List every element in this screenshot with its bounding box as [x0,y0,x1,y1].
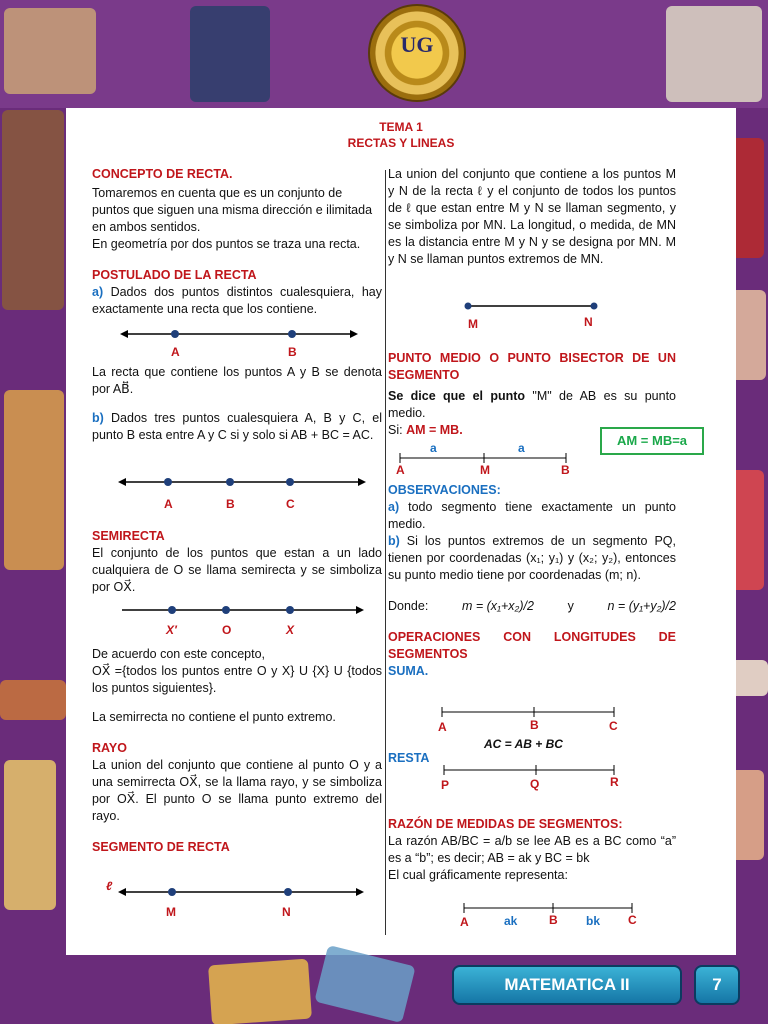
point-x-prime [168,606,176,614]
postulado-b-label: b) [92,411,104,425]
point-label-n: N [282,905,291,919]
point-label-r: R [610,775,619,789]
right-column-3 [388,482,676,680]
point-label-p: P [441,778,450,792]
semirrecta-note: La semirrecta no contiene el punto extremo. [92,710,336,724]
line-diagram-2 [92,470,382,514]
point-label-b: B [530,718,539,732]
books-illustration [0,680,66,720]
si-label: Si: [388,423,403,437]
point-label-b: B [549,913,558,927]
concepto2: De acuerdo con este concepto, [92,647,266,661]
suma-diagram [388,702,676,752]
suma-title: SUMA. [388,664,429,678]
geometry-book-1 [208,959,312,1024]
segment-ak: ak [504,914,518,928]
concepto-title: CONCEPTO DE RECTA. [92,167,233,181]
suma-formula: AC = AB + BC [484,737,563,751]
point-label-b: B [561,463,570,477]
concepto2b: OX⃗ ={todos los puntos entre O y X} U {X} U {todos los puntos siguientes}. [92,664,382,695]
point-label-o: O [222,623,232,637]
obs-b-text: Si los puntos extremos de un segmento PQ, tienen por coordenadas (x₁; y₁) y (x₂; y₂), entonces su punto medio tiene por coordenadas (m; n). [388,534,676,582]
line-diagram-3 [92,598,382,642]
obs-a-label: a) [388,500,400,514]
length-a-1: a [430,441,437,455]
point-label-x-prime: X′ [166,623,177,637]
seal-text: UG [400,32,434,57]
point-label-b: B [288,345,297,359]
right-column-4 [388,816,676,884]
left-column-3 [92,528,382,596]
point-label-m: M [166,905,176,919]
point-label-x: X [286,623,295,637]
semirrecta-body: El conjunto de los puntos que estan a un lado cualquiera de O se llama semirecta y se simboliza por OX⃗. [92,546,382,594]
postulado-a-text: Dados dos puntos distintos cualesquiera, hay exactamente una recta que los contiene. [92,285,382,316]
point-label-q: Q [530,777,540,791]
line-diagram-1 [92,322,382,362]
si-formula: AM = MB. [406,423,463,437]
column-divider [385,170,386,935]
left-column-2 [92,364,382,444]
point-b [226,478,234,486]
point-a [164,478,172,486]
rayo-body: La union del conjunto que contiene al punto O y a una semirrecta OX⃗, se la llama rayo, y se simboliza por OX⃗. El punto O se llama punto extremo del rayo. [92,758,382,823]
resta-title: RESTA [388,751,430,765]
obs-b-label: b) [388,534,400,548]
point-a [171,330,179,338]
point-c [286,478,294,486]
point-x [286,606,294,614]
postulado-b-text: Dados tres puntos cualesquiera A, B y C, el punto B esta entre A y C si y solo si AB + BC = AC. [92,411,382,442]
postulado-title: POSTULADO DE LA RECTA [92,268,257,282]
razon-diagram [388,896,676,932]
scroll-illustration [4,760,56,910]
obs-title: OBSERVACIONES: [388,483,501,497]
side-figure-left-2 [4,390,64,570]
point-label-m: M [468,317,478,331]
point-label-c: C [609,719,618,733]
page-number: 7 [694,965,740,1005]
razon-title: RAZÓN DE MEDIDAS DE SEGMENTOS: [388,817,623,831]
medio-title: PUNTO MEDIO O PUNTO BISECTOR DE UN SEGMENTO [388,351,676,382]
length-a-2: a [518,441,525,455]
obs-a-text: todo segmento tiene exactamente un punto medio. [388,500,676,531]
segmento-title: SEGMENTO DE RECTA [92,840,230,854]
medio-body-bold: Se dice que el punto [388,389,526,403]
point-label-m: M [480,463,490,477]
topic-number: TEMA 1 [379,120,423,134]
point-o [222,606,230,614]
rayo-title: RAYO [92,741,127,755]
photo-illustration [190,6,270,102]
point-label-c: C [628,913,637,927]
concepto-body: Tomaremos en cuenta que es un conjunto de puntos que siguen una misma dirección e ilimitada en ambos sentidos. [92,186,373,234]
university-seal [368,4,466,102]
point-label-a: A [438,720,447,734]
point-label-a: A [164,497,173,511]
right-column-2 [388,350,676,439]
donde-m-formula: m = (x₁+x₂)/2 [461,599,534,613]
point-m [168,888,176,896]
left-column-4 [92,646,382,856]
point-label-b: B [226,497,235,511]
razon-body: La razón AB/BC = a/b se lee AB es a BC como “a” es a “b”; es decir; AB = ak y BC = bk [388,834,676,865]
line-ell-label: ℓ [106,879,113,893]
resta-diagram [388,760,676,796]
cartoon-illustration [4,8,96,94]
razon-body-2: El cual gráficamente representa: [388,868,568,882]
line-diagram-4 [92,876,382,922]
point-label-n: N [584,315,593,329]
semirrecta-title: SEMIRECTA [92,529,165,543]
point-m [465,303,472,310]
segment-intro: La union del conjunto que contiene a los puntos M y N de la recta ℓ y el conjunto de todos los puntos de ℓ que estan entre M y N se llaman segmento, y se simboliza por MN. La longitud, o medida, de MN es la distancia entre M y N y se designa por MN. M y N se llaman puntos extremos de MN. [388,167,676,266]
computer-illustration [666,6,762,102]
left-column [92,166,382,318]
point-n [284,888,292,896]
point-label-c: C [286,497,295,511]
point-label-a: A [460,915,469,929]
midpoint-diagram [388,438,598,478]
point-label-a: A [171,345,180,359]
segment-diagram [388,296,678,336]
postulado-a-label: a) [92,285,104,299]
recta-denota: La recta que contiene los puntos A y B se denota por AB⃡. [92,365,382,396]
course-banner: MATEMATICA II [452,965,682,1005]
point-b [288,330,296,338]
donde-label: Donde: [388,599,429,613]
point-label-a: A [396,463,405,477]
concepto-body-2: En geometría por dos puntos se traza una recta. [92,237,361,251]
midpoint-formula-box: AM = MB=a [600,427,704,455]
operaciones-title: OPERACIONES CON LONGITUDES DE SEGMENTOS [388,630,676,661]
point-n [591,303,598,310]
segment-bk: bk [586,914,601,928]
medio-body: "M" de AB es su punto medio. [388,389,676,420]
side-figure-left [2,110,64,310]
donde-y: y [567,599,574,613]
topic-title: RECTAS Y LINEAS [347,136,455,150]
donde-n-formula: n = (y₁+y₂)/2 [607,599,676,613]
